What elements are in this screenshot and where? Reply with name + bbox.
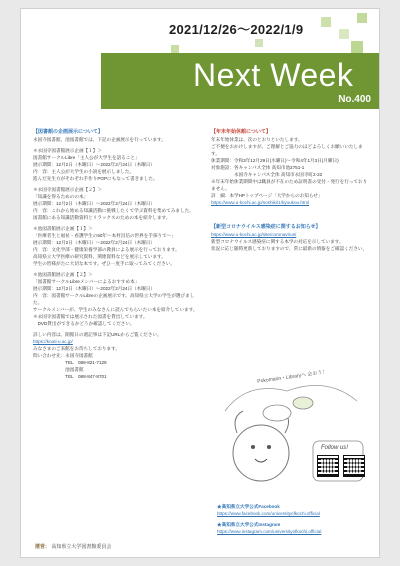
exhibit-line: 学生の皆様がたに大切な本です。ぜひ一度手に取ってみてください。 [33,261,176,266]
footer-text: 高知県立大学図書館委員会 [51,544,112,550]
exhibit-line: 展示期間：12月2日（木曜日）～2022年2月24日（木曜日） [33,286,156,291]
date-range: 2021/12/26～2022/1/9 [169,22,304,37]
exhibit-line: 内 容：これから始める知識活動に挑戦したくて学ぶ資料を集めてみました。 [33,208,194,213]
follow-us-text: Follow us! [321,445,349,451]
info-line: みなさまのご来館をお待ちしております。 [33,346,120,351]
notice-line: 永国寺キャンパス全体 高知市永国寺町2-22 [211,172,323,177]
exhibit-line: 進んだ先生方がそれぞれ手作りPOPにもなって書きました。 [33,176,158,181]
newsletter-page [20,8,380,558]
exhibit-line: 展示期間：12月2日（木曜日）～2022年2月24日（木曜日） [33,162,156,167]
exhibit-line: ＊池図書館展示企画【２】＞ [33,272,93,277]
exhibit-line: ＊永国寺図書館展示企画【１】＞ [33,148,102,153]
covid-line: 状況に応じ随時更新しておりますので、常に最新の情報をご確認ください。 [211,246,368,251]
notice-line: 休業期間：令和3年12月29日(水曜日)～令和4年1月3日(月曜日) [211,158,339,163]
holiday-notice [211,136,371,206]
instagram-block [217,521,321,535]
section-heading-covid: 【新型コロナウイルス感染症に関するお知らせ】 [211,224,321,230]
section-heading-holiday: 【年末年始休館について】 [211,129,271,135]
facebook-block [217,503,320,517]
newsletter-title: Next Week [193,57,354,93]
mascot-caption: Pokomarin・Libraryへ 会おう！ [256,369,328,385]
intro-text: 永国寺図書館、池図書館では、下記の企画展示を行っています。 [33,137,166,142]
exhibit-line: 「知識を得るためのの本」 [33,194,89,199]
exhibit-3 [33,225,203,267]
title-band [101,53,379,109]
exhibit-line: 内 容：文化学部・健康栄養学部の教員による展示を行っております。 [33,247,180,252]
info-line: TEL 088-847-8701 [33,374,107,379]
left-column [33,129,203,384]
library-url-link[interactable]: https://kouti-u.ac.jp/ [33,339,73,344]
instagram-qr-icon[interactable] [343,455,365,477]
decor-square [171,45,179,53]
facebook-qr-icon[interactable] [317,455,339,477]
decor-square [255,39,263,47]
notice-line: 対象施設：各キャンパス全体 高知市池2751-1 [211,165,305,170]
info-line: TEL 088-821-7129 [33,360,107,365]
exhibit-4 [33,271,203,327]
facebook-title: ★高知県立大学公式Facebook [217,504,280,509]
notice-line: 詳 細：本学HPトップページ「大学からのお知らせ」 [211,193,323,198]
info-line: 詳しい内容は、開館日の週記事は下記URLからご覧ください。 [33,332,162,337]
exhibit-line: ＊永国寺図書館では展示された図書を貸出しています。 [33,314,148,319]
exhibit-line: 高知県立大学医療の研究資料、関連資料などを展示しています。 [33,254,166,259]
info-line: 問い合わせ先：永国寺図書館 [33,353,93,358]
exhibit-line: 「図書館サークルLibreメンバーによるおすすめ本」 [33,279,140,284]
facebook-link[interactable]: https://www.facebook.com/universityofkochi.official [217,511,320,516]
exhibit-1 [33,147,203,182]
issue-number: No.400 [338,94,371,105]
exhibit-line: 内 容：図書館サークルLibreの企画展示です。高知県立大学の学生が選びました。 [33,293,195,305]
exhibit-line: 内 容：主人公が大学生の小説を展示しました。 [33,169,135,174]
exhibit-line: 展示期間：12月2日（木曜日）～2022年2月24日（木曜日） [33,240,156,245]
contact-info [33,331,203,380]
exhibit-line: ＊永国寺図書館展示企画【２】＞ [33,187,102,192]
notice-line: ご不便をおかけしますが、ご理解とご協力のほどよろしくお願いいたします。 [211,144,363,156]
spacer [211,210,371,224]
decor-square [321,17,331,27]
exhibit-2 [33,186,203,221]
exhibit-line: 図書館にある知識活動資料とリラックスのための本を紹介します。 [33,215,171,220]
instagram-link[interactable]: https://www.instagram.com/universityofkochi.official [217,529,322,534]
decor-square [339,29,349,39]
exhibit-line: ＊池図書館展示企画【１】＞ [33,226,93,231]
exhibit-line: 「医療者生と福祉・看護学生の50年～本村昌信の世界を手探りで～」 [33,233,176,238]
instagram-title: ★高知県立大学公式Instagram [217,522,281,527]
exhibit-line: DVD貸出ができるかどうか確認してください。 [33,321,135,326]
exhibit-line: 図書館サークルLibre「主人公が大学生を語ること」 [33,155,140,160]
exhibit-line: サークルメンバーが、学生のみなさんに読んでもらいたい本を紹介しています。 [33,307,198,312]
footer-org: 運営： [35,544,51,550]
footer [35,543,111,550]
exhibit-line: 展示期間：12月2日（木曜日）～2022年2月24日（木曜日） [33,201,156,206]
info-line: 池図書館 [33,367,84,372]
covid-link[interactable]: https://www.u-kochi.ac.jp/site/coronavirus/ [211,232,297,237]
holiday-link[interactable]: https://www.u-kochi.ac.jp/soshiki/1/kyuukou.html [211,200,310,205]
decor-square [351,41,363,53]
right-column [211,129,371,252]
notice-line: ※年末年始休業期間中は職員が不在のため証明書の受付・発行を行っておりません。 [211,179,368,191]
decor-square [357,13,367,23]
header [21,9,380,107]
covid-line: 新型コロナウイルス感染症に関する本学の対応を示しています。 [211,239,344,244]
section-heading-exhibits: 【図書館の企画展示について】 [33,129,103,135]
notice-line: 年末年始休業は、次のとおりといたします。 [211,137,303,142]
